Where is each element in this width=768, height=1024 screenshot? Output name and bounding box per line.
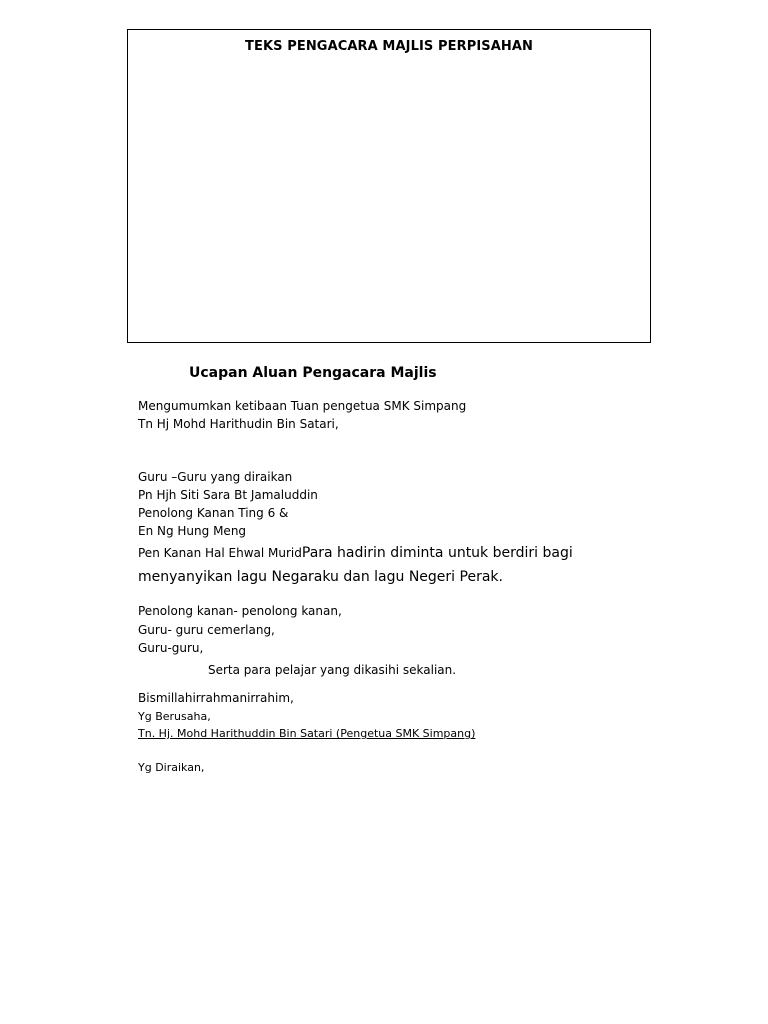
- announce-line-1: Mengumumkan ketibaan Tuan pengetua SMK Simpang: [138, 399, 467, 413]
- document-title: TEKS PENGACARA MAJLIS PERPISAHAN: [245, 39, 533, 54]
- section-heading: Ucapan Aluan Pengacara Majlis: [189, 365, 437, 381]
- honorees-line-1: Guru –Guru yang diraikan: [138, 470, 293, 484]
- honorees-line-2: Pn Hjh Siti Sara Bt Jamaluddin: [138, 488, 318, 502]
- honorees-line-6: menyanyikan lagu Negaraku dan lagu Negeri Perak.: [138, 569, 503, 585]
- honorees-line-5-small: Pen Kanan Hal Ehwal Murid: [138, 546, 302, 560]
- title-box: [127, 29, 651, 343]
- honorees-line-5-large: Para hadirin diminta untuk berdiri bagi: [301, 545, 573, 561]
- opening-line-3: Tn. Hj. Mohd Harithuddin Bin Satari (Pengetua SMK Simpang): [138, 727, 476, 740]
- opening-line-4: Yg Diraikan,: [138, 761, 205, 774]
- honorees-line-5: [138, 545, 573, 561]
- greetings-line-1: Penolong kanan- penolong kanan,: [138, 604, 342, 618]
- announce-line-2: Tn Hj Mohd Harithudin Bin Satari,: [138, 417, 339, 431]
- greetings-line-2: Guru- guru cemerlang,: [138, 623, 275, 637]
- opening-line-2: Yg Berusaha,: [138, 710, 211, 723]
- greetings-line-3: Guru-guru,: [138, 641, 204, 655]
- opening-line-1: Bismillahirrahmanirrahim,: [138, 691, 294, 705]
- greetings-line-4: Serta para pelajar yang dikasihi sekalian.: [208, 663, 457, 677]
- honorees-line-4: En Ng Hung Meng: [138, 524, 247, 538]
- honorees-line-3: Penolong Kanan Ting 6 &: [138, 506, 289, 520]
